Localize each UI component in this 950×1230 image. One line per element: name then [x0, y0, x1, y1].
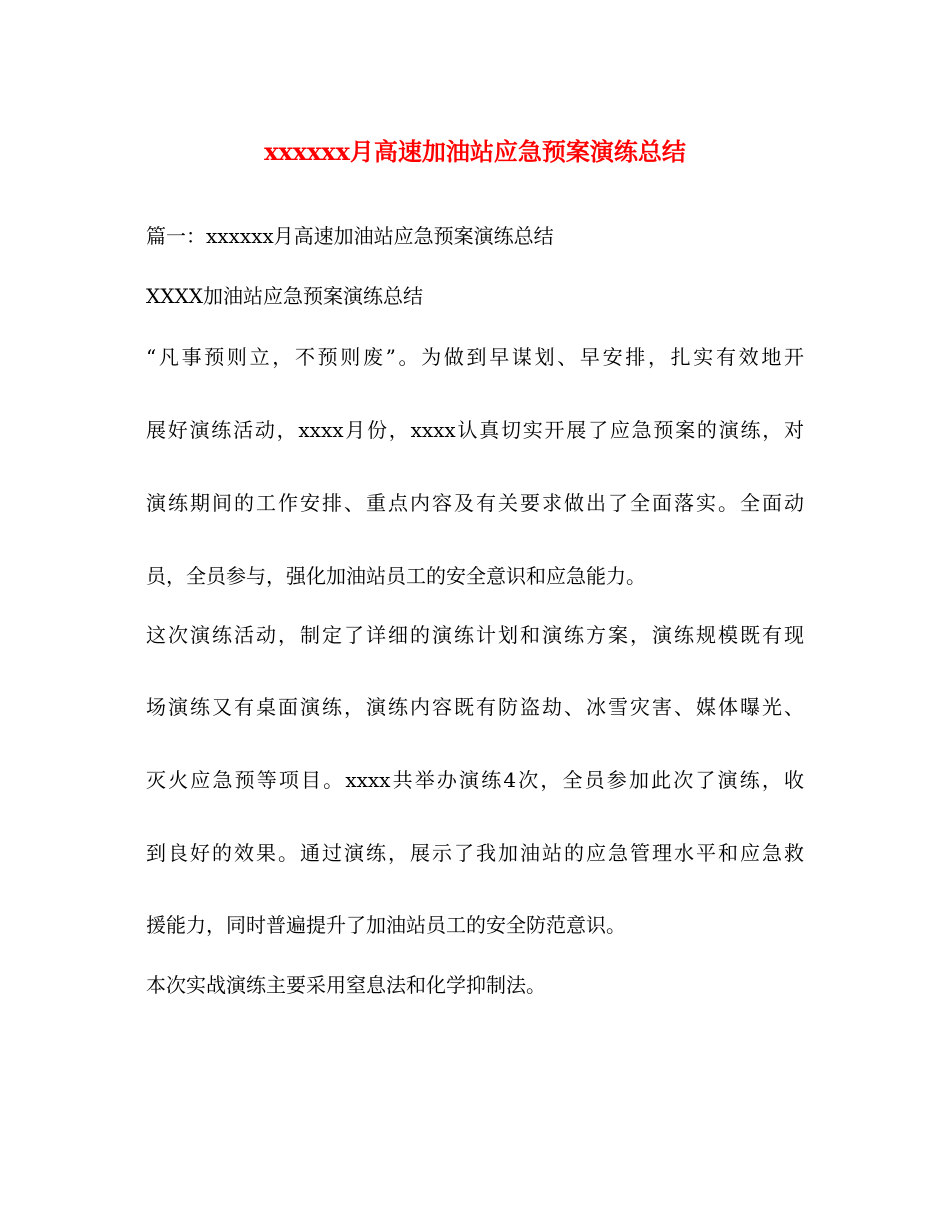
- paragraph-line: 演练期间的工作安排、重点内容及有关要求做出了全面落实。全面动: [146, 491, 804, 515]
- paragraph-line: 本次实战演练主要采用窒息法和化学抑制法。: [146, 973, 546, 997]
- paragraph-line: 场演练又有桌面演练，演练内容既有防盗劫、冰雪灾害、媒体曝光、: [146, 695, 804, 719]
- paragraph-line: 展好演练活动，xxxx月份，xxxx认真切实开展了应急预案的演练，对: [146, 418, 804, 442]
- paragraph-line: “凡事预则立，不预则废”。为做到早谋划、早安排，扎实有效地开: [146, 345, 804, 369]
- document-title: xxxxxx月高速加油站应急预案演练总结: [264, 137, 686, 166]
- paragraph-line: 到良好的效果。通过演练，展示了我加油站的应急管理水平和应急救: [146, 841, 804, 865]
- document-heading: XXXX加油站应急预案演练总结: [146, 284, 423, 308]
- paragraph-line: 援能力，同时普遍提升了加油站员工的安全防范意识。: [146, 913, 626, 937]
- paragraph-line: 灭火应急预等项目。xxxx共举办演练4次，全员参加此次了演练，收: [146, 768, 804, 792]
- paragraph-line: 这次演练活动，制定了详细的演练计划和演练方案，演练规模既有现: [146, 623, 804, 647]
- paragraph-line: 员，全员参与，强化加油站员工的安全意识和应急能力。: [146, 564, 646, 588]
- document-subtitle: 篇一：xxxxxx月高速加油站应急预案演练总结: [146, 224, 554, 248]
